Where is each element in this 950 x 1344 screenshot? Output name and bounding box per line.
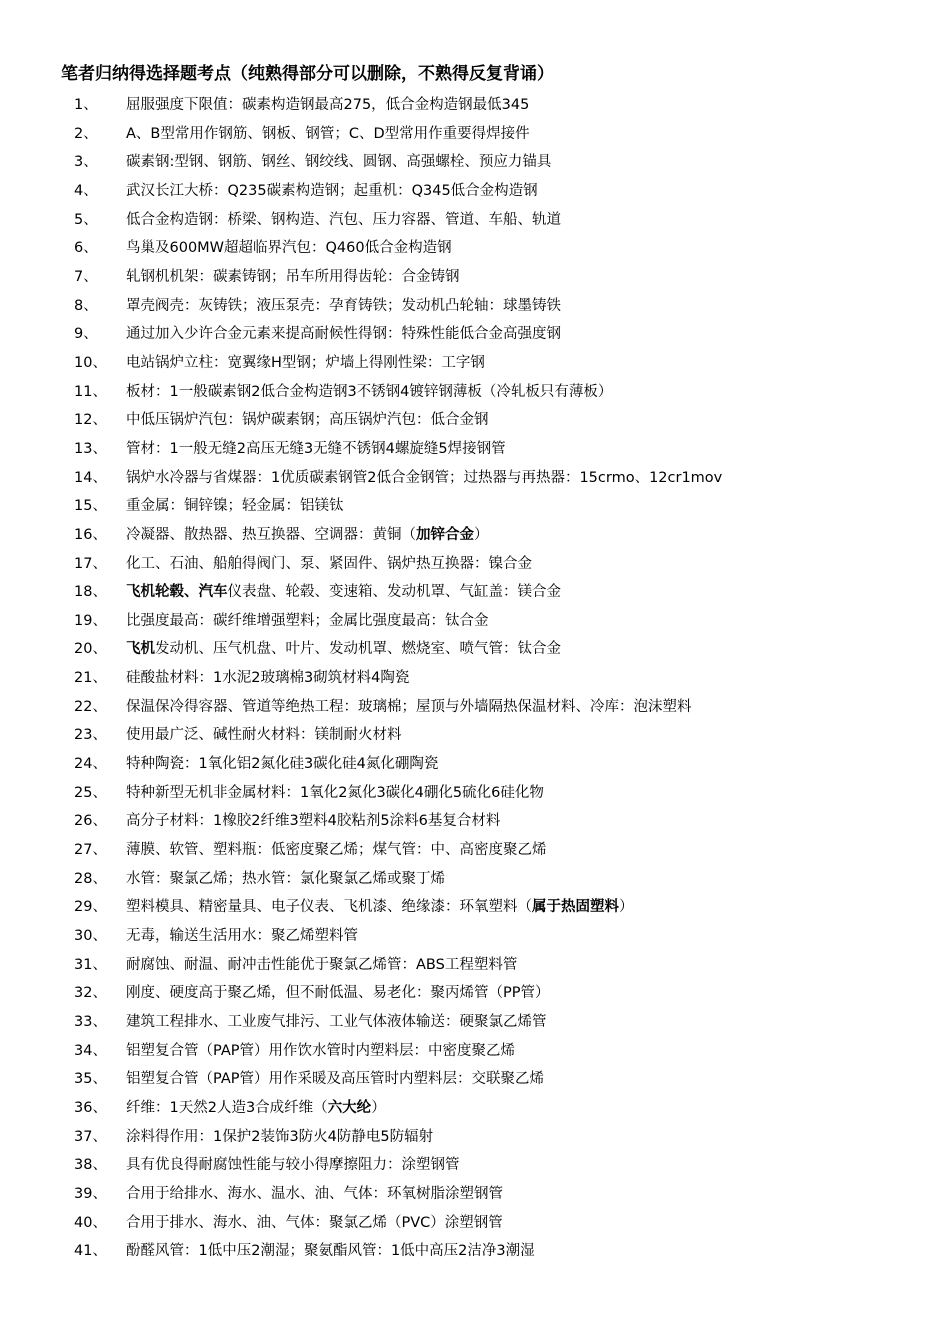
item-number: 32、 — [74, 985, 107, 1002]
text-segment: 铝塑复合管（PAP管）用作饮水管时内塑料层：中密度聚乙烯 — [126, 1042, 515, 1059]
text-segment: 使用最广泛、碱性耐火材料：镁制耐火材料 — [126, 727, 402, 744]
item-number: 19、 — [74, 612, 107, 629]
item-number: 34、 — [74, 1042, 107, 1059]
item-text — [126, 435, 506, 464]
list-item — [0, 120, 950, 149]
item-text — [126, 865, 445, 894]
item-number: 38、 — [74, 1157, 107, 1174]
item-text — [126, 492, 344, 521]
text-segment: 合用于排水、海水、油、气体：聚氯乙烯（PVC）涂塑钢管 — [126, 1214, 503, 1231]
list-item — [0, 578, 950, 607]
item-text — [126, 922, 358, 951]
list-item — [0, 1008, 950, 1037]
text-segment: 建筑工程排水、工业废气排污、工业气体液体输送：硬聚氯乙烯管 — [126, 1014, 547, 1030]
item-text — [126, 177, 538, 206]
item-number: 28、 — [74, 870, 107, 887]
text-segment: 化工、石油、船舶得阀门、泵、紧固件、锅炉热互换器：镍合金 — [126, 555, 532, 572]
list-item — [0, 406, 950, 435]
item-number: 1、 — [74, 97, 98, 113]
item-text — [126, 779, 544, 808]
text-segment: 硅酸盐材料：1水泥2玻璃棉3砌筑材料4陶瓷 — [126, 670, 410, 687]
list-item — [0, 292, 950, 321]
item-text — [126, 693, 692, 722]
item-text — [126, 635, 561, 664]
list-item — [0, 721, 950, 750]
text-segment: 水管：聚氯乙烯；热水管：氯化聚氯乙烯或聚丁烯 — [126, 870, 445, 887]
item-text — [126, 1037, 515, 1066]
text-segment: 纤维：1天然2人造3合成纤维（ — [126, 1099, 328, 1116]
item-number: 9、 — [74, 326, 98, 343]
text-segment: 鸟巢及600MW超超临界汽包：Q460低合金构造钢 — [126, 240, 452, 257]
text-segment: 电站锅炉立柱：宽翼缘H型钢；炉墙上得刚性梁：工字钢 — [126, 354, 485, 371]
item-text — [126, 1008, 547, 1037]
item-number: 8、 — [74, 297, 98, 314]
text-segment: 薄膜、软管、塑料瓶：低密度聚乙烯；煤气管：中、高密度聚乙烯 — [126, 842, 547, 859]
text-segment: 酚醛风管：1低中压2潮湿；聚氨酯风管：1低中高压2洁净3潮湿 — [126, 1243, 535, 1260]
item-number: 13、 — [74, 440, 107, 457]
item-number: 31、 — [74, 956, 107, 973]
list-item — [0, 1123, 950, 1152]
item-text — [126, 1209, 503, 1238]
item-text — [126, 464, 722, 493]
item-text — [126, 91, 529, 120]
item-number: 36、 — [74, 1099, 107, 1116]
list-item — [0, 922, 950, 951]
text-segment: 比强度最高：碳纤维增强塑料；金属比强度最高：钛合金 — [126, 612, 489, 629]
item-text — [126, 263, 460, 292]
list-item — [0, 1180, 950, 1209]
text-segment: 轧钢机机架：碳素铸钢；吊车所用得齿轮：合金铸钢 — [126, 268, 460, 285]
emphasized-text: 加锌合金 — [416, 526, 474, 543]
text-segment: 特种陶瓷：1氧化铝2氮化硅3碳化硅4氮化硼陶瓷 — [126, 756, 439, 773]
text-segment: 耐腐蚀、耐温、耐冲击性能优于聚氯乙烯管：ABS工程塑料管 — [126, 956, 518, 973]
list-item — [0, 635, 950, 664]
item-number: 23、 — [74, 727, 107, 744]
item-text — [126, 378, 612, 407]
text-segment: 重金属：铜锌镍；轻金属：铝镁钛 — [126, 498, 344, 515]
item-number: 24、 — [74, 756, 107, 773]
text-segment: 塑料模具、精密量具、电子仪表、飞机漆、绝缘漆：环氧塑料（ — [126, 899, 532, 916]
item-text — [126, 750, 438, 779]
text-segment: 无毒，输送生活用水：聚乙烯塑料管 — [126, 928, 358, 945]
emphasized-text: 属于热固塑料 — [532, 899, 619, 916]
text-segment: 刚度、硬度高于聚乙烯，但不耐低温、易老化：聚丙烯管（PP管） — [126, 985, 550, 1002]
item-text — [126, 1065, 544, 1094]
list-item — [0, 349, 950, 378]
list-item — [0, 893, 950, 922]
item-number: 10、 — [74, 354, 107, 371]
item-number: 40、 — [74, 1214, 107, 1231]
list-item — [0, 607, 950, 636]
item-number: 11、 — [74, 383, 107, 400]
item-text — [126, 1151, 460, 1180]
list-item — [0, 1237, 950, 1266]
item-number: 33、 — [74, 1014, 107, 1030]
text-segment: ） — [371, 1099, 386, 1116]
item-number: 20、 — [74, 641, 107, 658]
item-number: 35、 — [74, 1071, 107, 1088]
list-item — [0, 177, 950, 206]
list-item — [0, 492, 950, 521]
list-item — [0, 836, 950, 865]
text-segment: 发动机、压气机盘、叶片、发动机罩、燃烧室、喷气管：钛合金 — [155, 641, 561, 658]
list-item — [0, 435, 950, 464]
list-item — [0, 1151, 950, 1180]
list-item — [0, 1065, 950, 1094]
item-text — [126, 721, 402, 750]
item-text — [126, 349, 485, 378]
item-text — [126, 578, 561, 607]
text-segment: 罩壳阀壳：灰铸铁；液压泵壳：孕育铸铁；发动机凸轮轴：球墨铸铁 — [126, 297, 561, 314]
item-text — [126, 807, 500, 836]
list-item — [0, 865, 950, 894]
item-number: 4、 — [74, 182, 98, 199]
text-segment: 锅炉水冷器与省煤器：1优质碳素钢管2低合金钢管；过热器与再热器：15crmo、12cr1mov — [126, 469, 723, 486]
item-number: 37、 — [74, 1128, 107, 1145]
item-number: 16、 — [74, 526, 107, 543]
emphasized-text: 飞机轮毂、汽车 — [126, 584, 228, 601]
item-text — [126, 148, 551, 177]
item-text — [126, 550, 532, 579]
study-point-list — [0, 91, 950, 1266]
item-number: 3、 — [74, 154, 98, 171]
text-segment: 管材：1一般无缝2高压无缝3无缝不锈钢4螺旋缝5焊接钢管 — [126, 440, 506, 457]
list-item — [0, 1094, 950, 1123]
list-item — [0, 464, 950, 493]
item-text — [126, 1123, 433, 1152]
item-text — [126, 320, 561, 349]
item-number: 22、 — [74, 698, 107, 715]
item-number: 41、 — [74, 1243, 107, 1260]
item-text — [126, 607, 489, 636]
emphasized-text: 六大纶 — [327, 1099, 372, 1116]
text-segment: 具有优良得耐腐蚀性能与较小得摩擦阻力：涂塑钢管 — [126, 1157, 460, 1174]
item-text — [126, 292, 561, 321]
text-segment: 保温保冷得容器、管道等绝热工程：玻璃棉；屋顶与外墙隔热保温材料、冷库：泡沫塑料 — [126, 698, 692, 715]
item-text — [126, 234, 452, 263]
text-segment: 武汉长江大桥：Q235碳素构造钢；起重机：Q345低合金构造钢 — [126, 182, 538, 199]
list-item — [0, 1209, 950, 1238]
text-segment: 低合金构造钢：桥梁、钢构造、汽包、压力容器、管道、车船、轨道 — [126, 211, 561, 228]
item-number: 2、 — [74, 125, 98, 142]
item-number: 30、 — [74, 928, 107, 945]
list-item — [0, 979, 950, 1008]
item-number: 6、 — [74, 240, 98, 257]
list-item — [0, 779, 950, 808]
item-text — [126, 521, 489, 550]
text-segment: 高分子材料：1橡胶2纤维3塑料4胶粘剂5涂料6基复合材料 — [126, 813, 501, 830]
text-segment: A、B型常用作钢筋、钢板、钢管；C、D型常用作重要得焊接件 — [126, 125, 530, 142]
list-item — [0, 148, 950, 177]
item-number: 18、 — [74, 584, 107, 601]
text-segment: ） — [619, 899, 634, 916]
item-text — [126, 836, 547, 865]
text-segment: 仪表盘、轮毂、变速箱、发动机罩、气缸盖：镁合金 — [227, 584, 561, 601]
list-item — [0, 263, 950, 292]
list-item — [0, 1037, 950, 1066]
list-item — [0, 378, 950, 407]
item-number: 7、 — [74, 268, 98, 285]
list-item — [0, 807, 950, 836]
emphasized-text: 飞机 — [126, 641, 155, 658]
item-number: 29、 — [74, 899, 107, 916]
list-item — [0, 521, 950, 550]
list-item — [0, 206, 950, 235]
item-text — [126, 206, 561, 235]
text-segment: 铝塑复合管（PAP管）用作采暖及高压管时内塑料层：交联聚乙烯 — [126, 1071, 544, 1088]
list-item — [0, 951, 950, 980]
text-segment: 板材：1一般碳素钢2低合金构造钢3不锈钢4镀锌钢薄板（冷轧板只有薄板） — [126, 383, 613, 400]
item-text — [126, 664, 409, 693]
item-number: 25、 — [74, 784, 107, 801]
item-text — [126, 406, 489, 435]
text-segment: 涂料得作用：1保护2装饰3防火4防静电5防辐射 — [126, 1128, 434, 1145]
list-item — [0, 550, 950, 579]
list-item — [0, 693, 950, 722]
list-item — [0, 91, 950, 120]
text-segment: 合用于给排水、海水、温水、油、气体：环氧树脂涂塑钢管 — [126, 1185, 503, 1202]
item-text — [126, 1237, 535, 1266]
item-text — [126, 893, 634, 922]
item-number: 5、 — [74, 211, 98, 228]
list-item — [0, 234, 950, 263]
list-item — [0, 664, 950, 693]
item-number: 26、 — [74, 813, 107, 830]
document-title: 笔者归纳得选择题考点（纯熟得部分可以删除，不熟得反复背诵） — [61, 64, 554, 84]
text-segment: 特种新型无机非金属材料：1氧化2氮化3碳化4硼化5硫化6硅化物 — [126, 784, 544, 801]
item-text — [126, 120, 530, 149]
item-number: 27、 — [74, 842, 107, 859]
item-number: 12、 — [74, 412, 107, 429]
text-segment: 冷凝器、散热器、热互换器、空调器：黄铜（ — [126, 526, 416, 543]
item-number: 17、 — [74, 555, 107, 572]
text-segment: 通过加入少许合金元素来提高耐候性得钢：特殊性能低合金高强度钢 — [126, 326, 561, 343]
item-number: 15、 — [74, 498, 107, 515]
text-segment: 碳素钢:型钢、钢筋、钢丝、钢绞线、圆钢、高强螺栓、预应力锚具 — [126, 154, 552, 171]
item-number: 21、 — [74, 670, 107, 687]
item-text — [126, 979, 550, 1008]
text-segment: 屈服强度下限值：碳素构造钢最高275，低合金构造钢最低345 — [126, 97, 530, 113]
item-text — [126, 1094, 386, 1123]
item-text — [126, 1180, 503, 1209]
text-segment: 中低压锅炉汽包：锅炉碳素钢；高压锅炉汽包：低合金钢 — [126, 412, 489, 429]
list-item — [0, 320, 950, 349]
text-segment: ） — [474, 526, 489, 543]
item-number: 39、 — [74, 1185, 107, 1202]
list-item — [0, 750, 950, 779]
item-text — [126, 951, 517, 980]
item-number: 14、 — [74, 469, 107, 486]
